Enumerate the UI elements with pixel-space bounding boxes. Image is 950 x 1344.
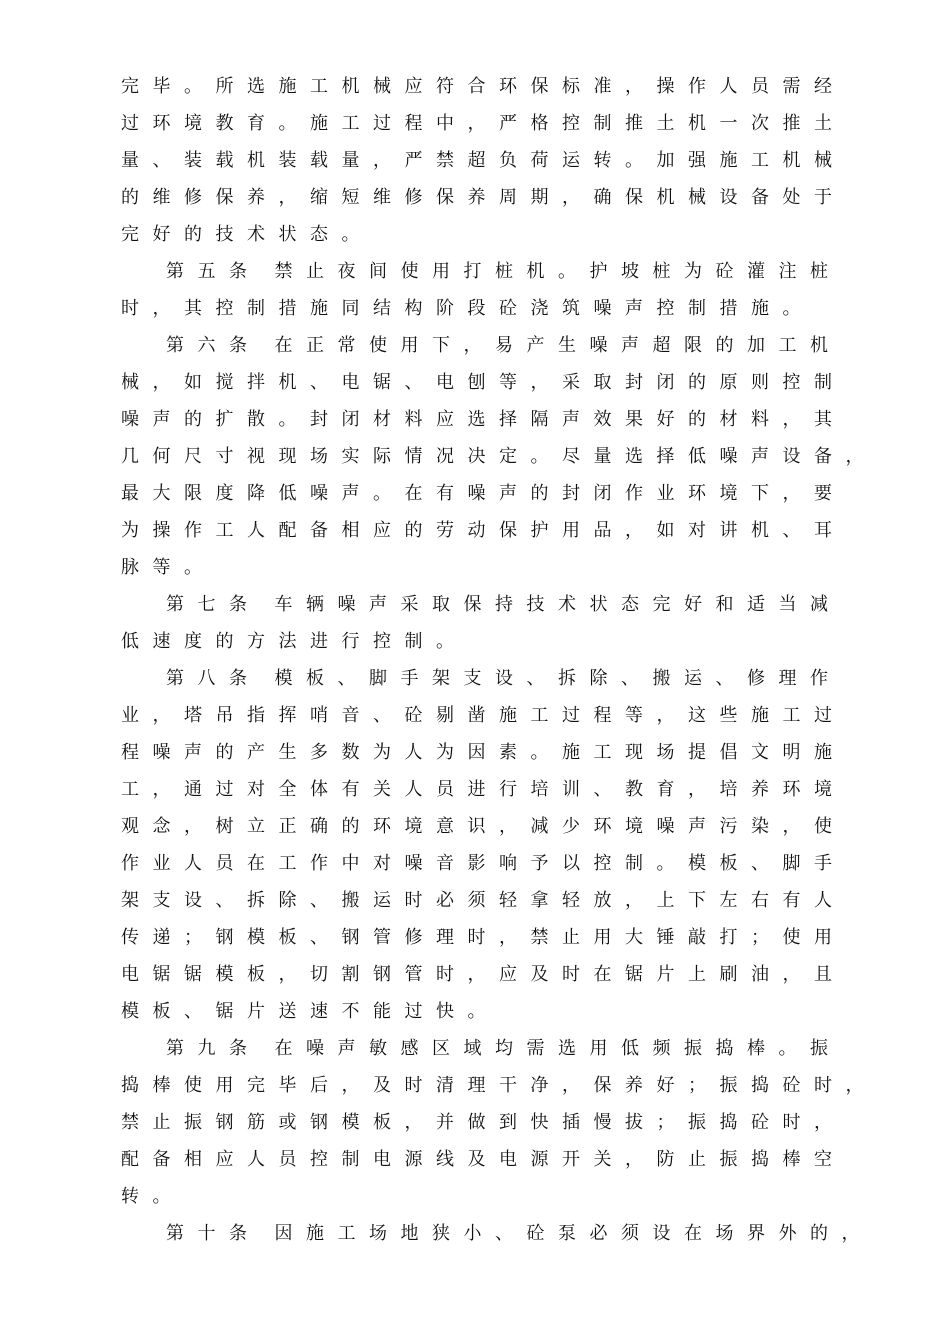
text-line: 作业人员在工作中对噪音影响予以控制。模板、脚手 [121, 853, 846, 874]
article-text: 模板、脚手架支设、拆除、搬运、修理作 [274, 668, 842, 689]
text-line: 噪声的扩散。封闭材料应选择隔声效果好的材料，其 [121, 409, 846, 430]
article-10-line [121, 1215, 873, 1252]
text-line: 的维修保养，缩短维修保养周期，确保机械设备处于 [121, 187, 846, 208]
article-text: 因施工场地狭小、砼泵必须设在场界外的， [274, 1223, 873, 1244]
text-line: 电锯锯模板，切割钢管时，应及时在锯片上刷油，且 [121, 964, 846, 985]
text-line: 时，其控制措施同结构阶段砼浇筑噪声控制措施。 [121, 298, 814, 319]
article-text: 在正常使用下，易产生噪声超限的加工机 [274, 335, 842, 356]
text-line: 禁止振钢筋或钢模板，并做到快插慢拔；振捣砼时， [121, 1112, 846, 1133]
text-line: 观念，树立正确的环境意识，减少环境噪声污染，使 [121, 816, 846, 837]
article-number: 第八条 [166, 668, 261, 689]
article-5-line [121, 253, 841, 290]
article-number: 第五条 [166, 261, 261, 282]
text-line: 械，如搅拌机、电锯、电刨等，采取封闭的原则控制 [121, 372, 846, 393]
text-line: 量、装载机装载量，严禁超负荷运转。加强施工机械 [121, 150, 846, 171]
article-text: 车辆噪声采取保持技术状态完好和适当减 [274, 594, 842, 615]
article-number: 第六条 [166, 335, 261, 356]
text-line: 最大限度降低噪声。在有噪声的封闭作业环境下，要 [121, 483, 846, 504]
text-line: 捣棒使用完毕后，及时清理干净，保养好；振捣砼时， [121, 1075, 877, 1096]
text-line: 程噪声的产生多数为人为因素。施工现场提倡文明施 [121, 742, 846, 763]
body-text [121, 68, 877, 1252]
text-line: 脉等。 [121, 557, 216, 578]
text-line: 几何尺寸视现场实际情况决定。尽量选择低噪声设备， [121, 446, 877, 467]
text-line: 业，塔吊指挥哨音、砼剔凿施工过程等，这些施工过 [121, 705, 846, 726]
text-line: 传递；钢模板、钢管修理时，禁止用大锤敲打；使用 [121, 927, 846, 948]
text-line: 过环境教育。施工过程中，严格控制推土机一次推土 [121, 113, 846, 134]
text-line: 完好的技术状态。 [121, 224, 373, 245]
text-line: 工，通过对全体有关人员进行培训、教育，培养环境 [121, 779, 846, 800]
article-9-line [121, 1030, 841, 1067]
article-6-line [121, 327, 841, 364]
text-line: 低速度的方法进行控制。 [121, 631, 468, 652]
text-line: 转。 [121, 1186, 184, 1207]
text-line: 架支设、拆除、搬运时必须轻拿轻放，上下左右有人 [121, 890, 846, 911]
text-line: 完毕。所选施工机械应符合环保标准，操作人员需经 [121, 76, 846, 97]
text-line: 为操作工人配备相应的劳动保护用品，如对讲机、耳 [121, 520, 846, 541]
article-text: 禁止夜间使用打桩机。护坡桩为砼灌注桩 [274, 261, 842, 282]
text-line: 配备相应人员控制电源线及电源开关，防止振捣棒空 [121, 1149, 846, 1170]
article-number: 第十条 [166, 1223, 261, 1244]
article-text: 在噪声敏感区域均需选用低频振捣棒。振 [274, 1038, 842, 1059]
article-7-line [121, 586, 841, 623]
text-line: 模板、锯片送速不能过快。 [121, 1001, 499, 1022]
article-number: 第七条 [166, 594, 261, 615]
article-number: 第九条 [166, 1038, 261, 1059]
article-8-line [121, 660, 841, 697]
